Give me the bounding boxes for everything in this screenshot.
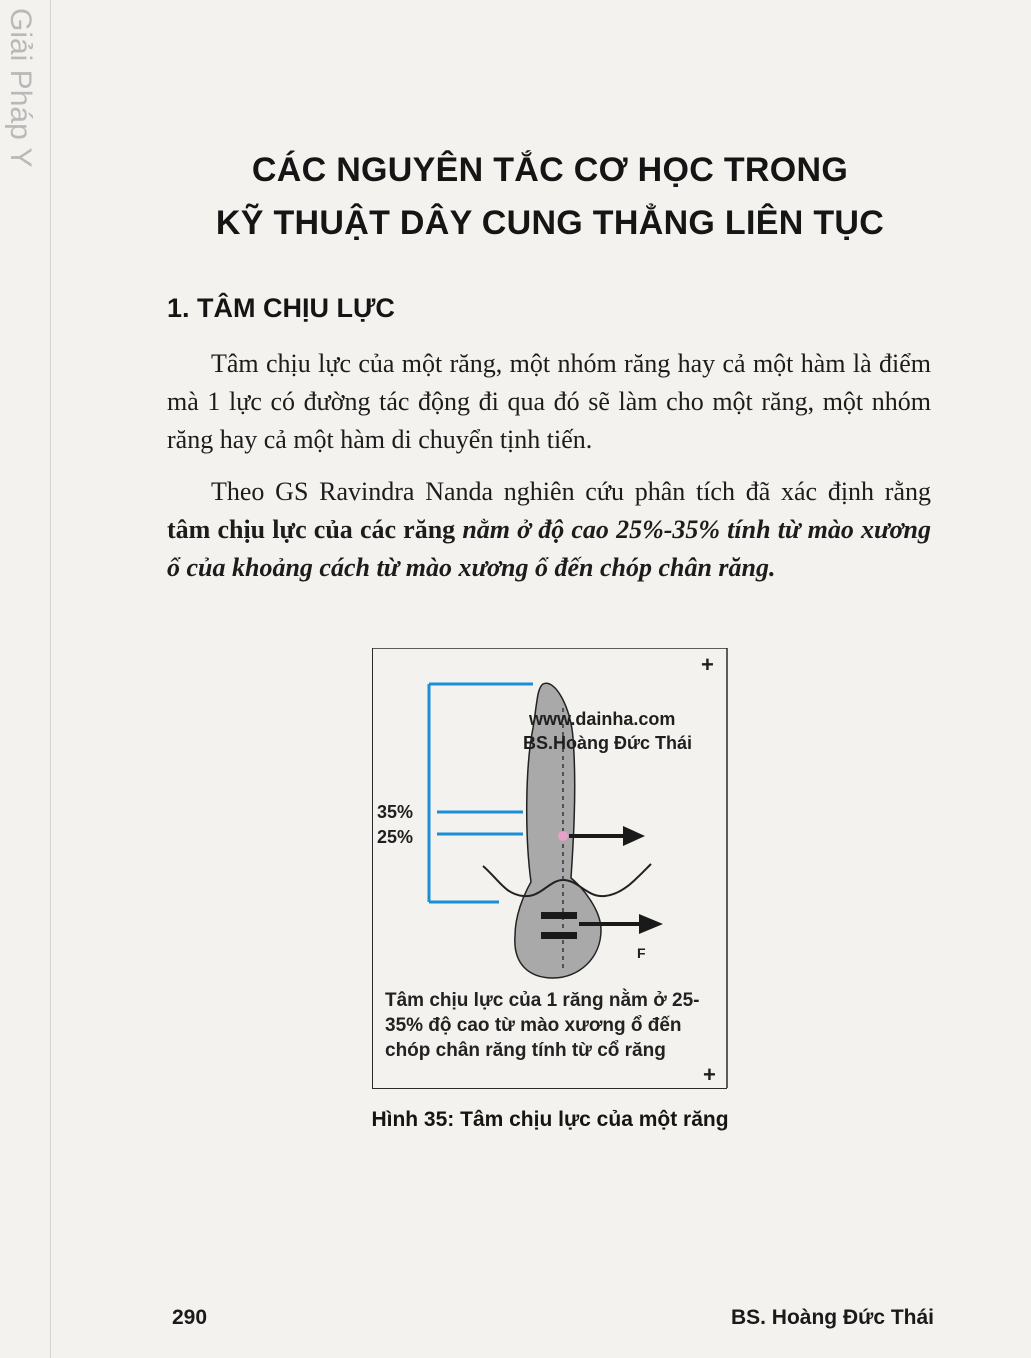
paragraph-2-bold-italic: nằm ở độ cao 25%-35% tính từ mào xương ổ của khoảng cách từ mào xương ổ đến chóp chân răng	[167, 515, 931, 582]
plus-top: +	[701, 652, 714, 677]
paragraph-1	[167, 345, 931, 459]
percent-25-label: 25%	[377, 827, 414, 847]
figure-title: Hình 35: Tâm chịu lực của một răng	[371, 1108, 729, 1131]
website-label: www.dainha.com	[529, 709, 676, 729]
force-label: F	[637, 945, 646, 961]
paragraph-2-end: .	[769, 553, 776, 582]
paragraph-1-text: Tâm chịu lực của một răng, một nhóm răng hay cả một hàm là điểm mà 1 lực có đường tác động đi qua đó sẽ làm cho một răng, một nhóm răng hay cả một hàm di chuyển tịnh tiến.	[167, 349, 931, 454]
chapter-title-line-1: CÁC NGUYÊN TẮC CƠ HỌC TRONG	[251, 151, 849, 189]
force-arrow-upper-head	[623, 826, 645, 846]
paragraph-2	[167, 473, 931, 587]
paragraph-2-intro: Theo GS Ravindra Nanda nghiên cứu phân tích đã xác định rằng	[211, 477, 931, 506]
paragraph-2-bold: tâm chịu lực của các răng	[167, 515, 463, 544]
plus-bottom: +	[703, 1062, 716, 1087]
section-heading: 1. TÂM CHỊU LỰC	[167, 293, 395, 323]
bracket-mark-upper	[541, 912, 577, 919]
figure-caption: Tâm chịu lực của 1 răng nằm ở 25-35% độ cao từ mào xương ổ đến chóp chân răng tính từ cổ răng	[385, 990, 700, 1061]
center-of-resistance	[558, 831, 568, 841]
author-label: BS.Hoàng Đức Thái	[523, 733, 693, 753]
page-edge	[50, 0, 51, 1358]
force-arrow-lower-head	[639, 914, 663, 934]
bracket-mark-lower	[541, 932, 577, 939]
chapter-title-line-2: KỸ THUẬT DÂY CUNG THẲNG LIÊN TỤC	[215, 204, 885, 242]
page-number: 290	[172, 1306, 208, 1329]
footer-author: BS. Hoàng Đức Thái	[730, 1306, 934, 1329]
watermark: Giải Pháp Y	[4, 8, 37, 168]
percent-35-label: 35%	[377, 802, 414, 822]
